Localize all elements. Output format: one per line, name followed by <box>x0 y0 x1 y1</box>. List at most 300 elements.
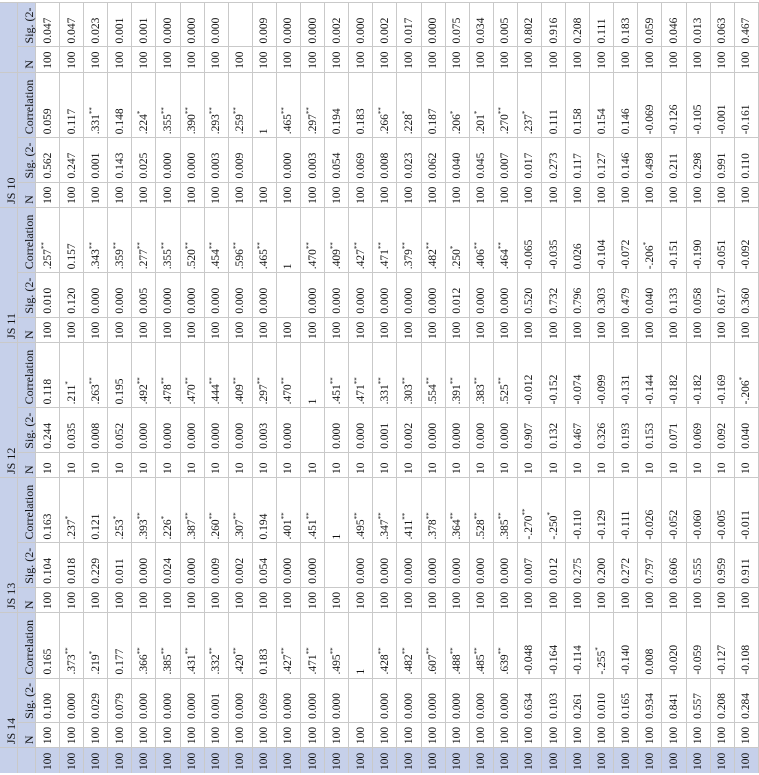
table-cell: 100 <box>132 587 156 612</box>
table-cell: 10 <box>541 452 565 477</box>
table-cell: 0.003 <box>301 138 325 182</box>
table-cell: 0.000 <box>349 273 373 317</box>
table-cell: 0.058 <box>686 273 710 317</box>
table-cell: 100 <box>252 317 276 342</box>
table-cell: 100 <box>373 587 397 612</box>
row-n-cell: 100 <box>445 748 469 773</box>
table-row <box>132 3 156 774</box>
table-cell: 0.009 <box>252 3 276 47</box>
table-cell: 100 <box>662 47 686 72</box>
table-cell: -0.182 <box>662 342 686 407</box>
table-cell: 100 <box>662 587 686 612</box>
table-cell: .226* <box>156 478 180 543</box>
table-cell: 0.555 <box>686 543 710 587</box>
table-cell: -0.151 <box>662 207 686 272</box>
table-cell: -0.072 <box>614 207 638 272</box>
table-cell: .355** <box>156 72 180 137</box>
table-cell: -0.099 <box>590 342 614 407</box>
table-cell: 100 <box>132 722 156 747</box>
table-cell: 100 <box>469 587 493 612</box>
table-cell: -0.001 <box>710 72 734 137</box>
table-cell: .237* <box>517 72 541 137</box>
row-n-cell: 100 <box>132 748 156 773</box>
table-cell: 100 <box>108 182 132 207</box>
table-cell: 10 <box>60 452 84 477</box>
table-cell: 0.029 <box>84 678 108 722</box>
table-cell: 0.000 <box>228 408 252 452</box>
table-cell: 0.000 <box>373 678 397 722</box>
table-cell: .393** <box>132 478 156 543</box>
table-cell: -.270** <box>517 478 541 543</box>
table-cell: 100 <box>84 722 108 747</box>
table-row <box>180 3 204 774</box>
table-cell: 10 <box>349 452 373 477</box>
table-cell <box>349 678 373 722</box>
table-cell: .277** <box>132 207 156 272</box>
table-cell: 10 <box>84 452 108 477</box>
table-cell: 10 <box>228 452 252 477</box>
row-n-cell: 100 <box>180 748 204 773</box>
table-cell: 100 <box>541 47 565 72</box>
table-cell: 100 <box>638 317 662 342</box>
table-cell: .206* <box>445 72 469 137</box>
table-cell: 0.000 <box>493 273 517 317</box>
table-cell: 100 <box>36 47 60 72</box>
table-row <box>252 3 276 774</box>
row-n-cell: 100 <box>493 748 517 773</box>
table-cell: 100 <box>156 317 180 342</box>
sub-header-sig: Sig. (2- <box>18 3 36 47</box>
table-cell: 0.000 <box>276 138 300 182</box>
table-cell: 0.000 <box>349 543 373 587</box>
table-cell: 0.000 <box>228 273 252 317</box>
table-cell: 0.000 <box>180 543 204 587</box>
sub-header-sig: Sig. (2- <box>18 678 36 722</box>
table-cell: 100 <box>180 722 204 747</box>
table-cell: 0.911 <box>734 543 758 587</box>
table-cell: 100 <box>228 722 252 747</box>
table-cell: 0.133 <box>662 273 686 317</box>
table-cell: 10 <box>132 452 156 477</box>
sub-header-corr: Correlation <box>18 478 36 543</box>
row-n-cell: 100 <box>541 748 565 773</box>
table-cell: .485** <box>469 613 493 678</box>
table-cell: -0.111 <box>614 478 638 543</box>
table-cell: .385** <box>493 478 517 543</box>
table-row <box>662 3 686 774</box>
table-cell: 0.010 <box>36 273 60 317</box>
table-cell: .257** <box>36 207 60 272</box>
table-cell: 100 <box>421 317 445 342</box>
table-cell: 100 <box>566 722 590 747</box>
row-n-cell: 100 <box>662 748 686 773</box>
table-cell: 0.244 <box>36 408 60 452</box>
table-cell: 100 <box>60 47 84 72</box>
table-cell: 100 <box>252 47 276 72</box>
table-cell: 0.000 <box>493 408 517 452</box>
table-cell: 0.009 <box>204 543 228 587</box>
table-cell: 0.000 <box>469 273 493 317</box>
table-cell: .359** <box>108 207 132 272</box>
table-cell: 100 <box>228 182 252 207</box>
table-row <box>493 3 517 774</box>
table-cell: 0.000 <box>373 273 397 317</box>
table-cell: 0.118 <box>36 342 60 407</box>
table-cell: 100 <box>445 587 469 612</box>
table-cell: 1 <box>301 342 325 407</box>
table-cell: 0.000 <box>276 3 300 47</box>
table-cell: -0.065 <box>517 207 541 272</box>
table-cell: 0.177 <box>108 613 132 678</box>
table-cell: .488** <box>445 613 469 678</box>
table-cell: 100 <box>710 722 734 747</box>
table-cell: -0.152 <box>541 342 565 407</box>
table-header <box>0 3 36 774</box>
table-cell: 100 <box>60 722 84 747</box>
table-cell: 100 <box>614 587 638 612</box>
table-cell: 0.163 <box>36 478 60 543</box>
table-cell: 0.009 <box>228 138 252 182</box>
table-cell: 100 <box>276 587 300 612</box>
table-cell: 0.000 <box>252 273 276 317</box>
table-cell: 100 <box>566 182 590 207</box>
row-n-cell: 100 <box>469 748 493 773</box>
table-cell: .270** <box>493 72 517 137</box>
table-cell: 0.007 <box>517 543 541 587</box>
table-cell: 0.000 <box>132 408 156 452</box>
table-cell: 0.059 <box>36 72 60 137</box>
table-cell: .303** <box>397 342 421 407</box>
table-cell: 100 <box>566 317 590 342</box>
row-n-cell: 100 <box>108 748 132 773</box>
table-cell: .347** <box>373 478 397 543</box>
table-cell: 100 <box>397 722 421 747</box>
table-cell: 100 <box>614 47 638 72</box>
table-cell: .307** <box>228 478 252 543</box>
sub-header-sig: Sig. (2- <box>18 273 36 317</box>
table-cell: 0.000 <box>60 678 84 722</box>
table-cell: 100 <box>108 317 132 342</box>
table-cell: 0.275 <box>566 543 590 587</box>
table-cell: 0.211 <box>662 138 686 182</box>
table-cell: .464** <box>493 207 517 272</box>
sub-header-corr: Correlation <box>18 72 36 137</box>
table-cell: .253* <box>108 478 132 543</box>
table-cell: 0.143 <box>108 138 132 182</box>
table-cell: 0.121 <box>84 478 108 543</box>
sub-header-row <box>18 3 36 774</box>
table-cell: 0.000 <box>301 543 325 587</box>
table-cell: 10 <box>469 452 493 477</box>
table-cell: 100 <box>325 722 349 747</box>
table-cell: 100 <box>421 47 445 72</box>
table-cell: .471** <box>349 342 373 407</box>
table-cell: 100 <box>710 317 734 342</box>
table-cell: 0.063 <box>710 3 734 47</box>
table-cell: 10 <box>301 452 325 477</box>
table-cell: 0.000 <box>108 273 132 317</box>
table-cell: 0.008 <box>638 613 662 678</box>
table-cell: 0.000 <box>180 3 204 47</box>
table-cell: 0.045 <box>469 138 493 182</box>
table-row <box>156 3 180 774</box>
table-cell: 0.000 <box>204 273 228 317</box>
table-cell: 0.010 <box>590 678 614 722</box>
row-n-cell: 100 <box>686 748 710 773</box>
table-cell: 0.001 <box>132 3 156 47</box>
header-corner <box>0 748 18 773</box>
table-cell: 100 <box>686 47 710 72</box>
table-cell: 0.000 <box>204 408 228 452</box>
table-cell: 0.194 <box>252 478 276 543</box>
table-cell: 0.959 <box>710 543 734 587</box>
table-cell: -0.129 <box>590 478 614 543</box>
table-cell: 100 <box>638 182 662 207</box>
table-cell: 10 <box>686 452 710 477</box>
table-cell: 0.208 <box>566 3 590 47</box>
table-row <box>710 3 734 774</box>
table-cell: .201* <box>469 72 493 137</box>
table-cell <box>276 273 300 317</box>
table-cell: 100 <box>36 317 60 342</box>
table-cell: 0.008 <box>373 138 397 182</box>
table-cell: 0.000 <box>325 678 349 722</box>
table-cell: 0.000 <box>180 273 204 317</box>
table-cell: 0.132 <box>541 408 565 452</box>
table-cell: .420** <box>228 613 252 678</box>
table-cell <box>301 408 325 452</box>
table-cell: -0.011 <box>734 478 758 543</box>
table-cell: 10 <box>421 452 445 477</box>
table-cell: .470** <box>301 207 325 272</box>
table-cell: 100 <box>349 587 373 612</box>
table-cell: 0.000 <box>421 678 445 722</box>
table-cell: 10 <box>325 452 349 477</box>
table-cell: .387** <box>180 478 204 543</box>
table-cell: 0.000 <box>180 678 204 722</box>
table-cell: 10 <box>397 452 421 477</box>
table-cell: 100 <box>686 182 710 207</box>
table-cell: 100 <box>614 317 638 342</box>
table-cell: 100 <box>469 722 493 747</box>
table-row <box>566 3 590 774</box>
row-n-cell: 100 <box>517 748 541 773</box>
table-cell: -0.140 <box>614 613 638 678</box>
table-cell: 0.360 <box>734 273 758 317</box>
table-cell: 0.193 <box>614 408 638 452</box>
table-cell: 0.617 <box>710 273 734 317</box>
table-cell: 1 <box>325 478 349 543</box>
table-cell: 100 <box>108 722 132 747</box>
table-cell: 0.000 <box>349 408 373 452</box>
table-cell: 0.498 <box>638 138 662 182</box>
group-header-js10: JS 10 <box>0 72 18 207</box>
table-cell: .343** <box>84 207 108 272</box>
table-cell: 0.557 <box>686 678 710 722</box>
table-cell: 0.012 <box>541 543 565 587</box>
table-cell: .470** <box>276 342 300 407</box>
table-cell: 0.079 <box>108 678 132 722</box>
table-cell: 100 <box>276 182 300 207</box>
table-cell: 0.000 <box>156 678 180 722</box>
table-cell: 100 <box>373 722 397 747</box>
table-cell: 100 <box>325 317 349 342</box>
table-cell: -0.005 <box>710 478 734 543</box>
table-cell: 0.003 <box>204 138 228 182</box>
table-cell: -0.161 <box>734 72 758 137</box>
table-cell: .495** <box>349 478 373 543</box>
table-cell: 100 <box>590 587 614 612</box>
table-cell: 0.103 <box>541 678 565 722</box>
table-cell: 100 <box>228 587 252 612</box>
sub-header-n: N <box>18 47 36 72</box>
table-cell: .495** <box>325 613 349 678</box>
table-cell: 100 <box>156 722 180 747</box>
sub-header-sig: Sig. (2- <box>18 543 36 587</box>
table-cell: 100 <box>614 182 638 207</box>
row-n-cell: 100 <box>301 748 325 773</box>
table-cell: 100 <box>349 722 373 747</box>
table-cell: -0.035 <box>541 207 565 272</box>
table-row <box>421 3 445 774</box>
table-cell: 0.075 <box>445 3 469 47</box>
table-cell: 10 <box>710 452 734 477</box>
table-cell: 0.000 <box>445 678 469 722</box>
row-n-cell: 100 <box>421 748 445 773</box>
table-cell: -.206* <box>734 342 758 407</box>
table-cell: 100 <box>590 317 614 342</box>
table-cell: 100 <box>421 182 445 207</box>
table-cell: -0.104 <box>590 207 614 272</box>
table-cell: 0.024 <box>156 543 180 587</box>
table-cell: 100 <box>301 182 325 207</box>
table-cell: -0.069 <box>638 72 662 137</box>
table-cell: 10 <box>517 452 541 477</box>
table-cell: .332** <box>204 613 228 678</box>
table-cell: 0.208 <box>710 678 734 722</box>
table-cell: 0.284 <box>734 678 758 722</box>
table-cell: 100 <box>566 47 590 72</box>
table-cell: .451** <box>325 342 349 407</box>
table-cell: .471** <box>373 207 397 272</box>
table-cell: 100 <box>614 722 638 747</box>
table-cell: 0.797 <box>638 543 662 587</box>
table-cell: .390** <box>180 72 204 137</box>
table-cell: 100 <box>36 182 60 207</box>
table-cell: 0.117 <box>60 72 84 137</box>
table-cell <box>252 138 276 182</box>
table-cell: 100 <box>276 317 300 342</box>
table-cell: .297** <box>252 342 276 407</box>
table-cell: .266** <box>373 72 397 137</box>
table-row <box>204 3 228 774</box>
table-cell: 100 <box>373 47 397 72</box>
table-cell: 100 <box>686 587 710 612</box>
table-cell: 0.000 <box>325 273 349 317</box>
table-cell: 100 <box>180 47 204 72</box>
table-cell: 0.013 <box>686 3 710 47</box>
table-cell: 0.165 <box>614 678 638 722</box>
table-cell: 100 <box>541 182 565 207</box>
table-cell: 0.011 <box>108 543 132 587</box>
table-cell: 10 <box>204 452 228 477</box>
table-cell: 100 <box>517 47 541 72</box>
table-cell: 10 <box>734 452 758 477</box>
table-cell: 100 <box>445 317 469 342</box>
table-cell: 10 <box>445 452 469 477</box>
table-cell: 1 <box>252 72 276 137</box>
table-cell: .427** <box>276 613 300 678</box>
table-row <box>686 3 710 774</box>
table-cell: 100 <box>84 47 108 72</box>
table-body <box>36 3 759 774</box>
table-row <box>108 3 132 774</box>
table-cell: 100 <box>180 317 204 342</box>
table-cell: 10 <box>590 452 614 477</box>
table-cell: 0.303 <box>590 273 614 317</box>
table-cell: .391** <box>445 342 469 407</box>
table-cell: 0.000 <box>156 138 180 182</box>
row-n-cell: 100 <box>614 748 638 773</box>
table-cell: 0.000 <box>276 408 300 452</box>
table-cell: 100 <box>469 317 493 342</box>
group-header-js12: JS 12 <box>0 342 18 477</box>
table-cell: .492** <box>132 342 156 407</box>
table-cell: 100 <box>373 182 397 207</box>
table-cell: -0.126 <box>662 72 686 137</box>
table-cell: 0.148 <box>108 72 132 137</box>
table-cell: .401** <box>276 478 300 543</box>
table-cell: 0.520 <box>517 273 541 317</box>
table-cell: 100 <box>60 182 84 207</box>
table-cell: 0.000 <box>493 678 517 722</box>
table-cell: 0.117 <box>566 138 590 182</box>
table-cell: 0.272 <box>614 543 638 587</box>
table-cell: 100 <box>469 47 493 72</box>
table-cell: 100 <box>662 317 686 342</box>
table-cell: 0.146 <box>614 138 638 182</box>
table-cell: 100 <box>325 47 349 72</box>
table-row <box>397 3 421 774</box>
row-n-cell: 100 <box>590 748 614 773</box>
table-row <box>60 3 84 774</box>
table-cell: 0.017 <box>397 3 421 47</box>
table-cell: .525** <box>493 342 517 407</box>
table-cell: .607** <box>421 613 445 678</box>
sub-header-sig: Sig. (2- <box>18 408 36 452</box>
table-cell: 0.001 <box>108 3 132 47</box>
table-cell: 0.018 <box>60 543 84 587</box>
row-n-cell: 100 <box>397 748 421 773</box>
group-header-js9 <box>0 3 18 73</box>
table-cell: 100 <box>349 182 373 207</box>
table-cell: 0.111 <box>590 3 614 47</box>
table-cell: 0.062 <box>421 138 445 182</box>
table-cell: -0.131 <box>614 342 638 407</box>
table-cell: 100 <box>301 587 325 612</box>
table-cell: 0.104 <box>36 543 60 587</box>
table-cell: -.250* <box>541 478 565 543</box>
table-cell: -.206* <box>638 207 662 272</box>
table-cell: 100 <box>710 587 734 612</box>
table-cell: .211* <box>60 342 84 407</box>
table-cell: 0.110 <box>734 138 758 182</box>
table-cell: 100 <box>638 722 662 747</box>
table-cell: 0.326 <box>590 408 614 452</box>
group-header-js14: JS 14 <box>0 613 18 748</box>
table-cell: 0.916 <box>541 3 565 47</box>
table-cell: 0.000 <box>301 273 325 317</box>
